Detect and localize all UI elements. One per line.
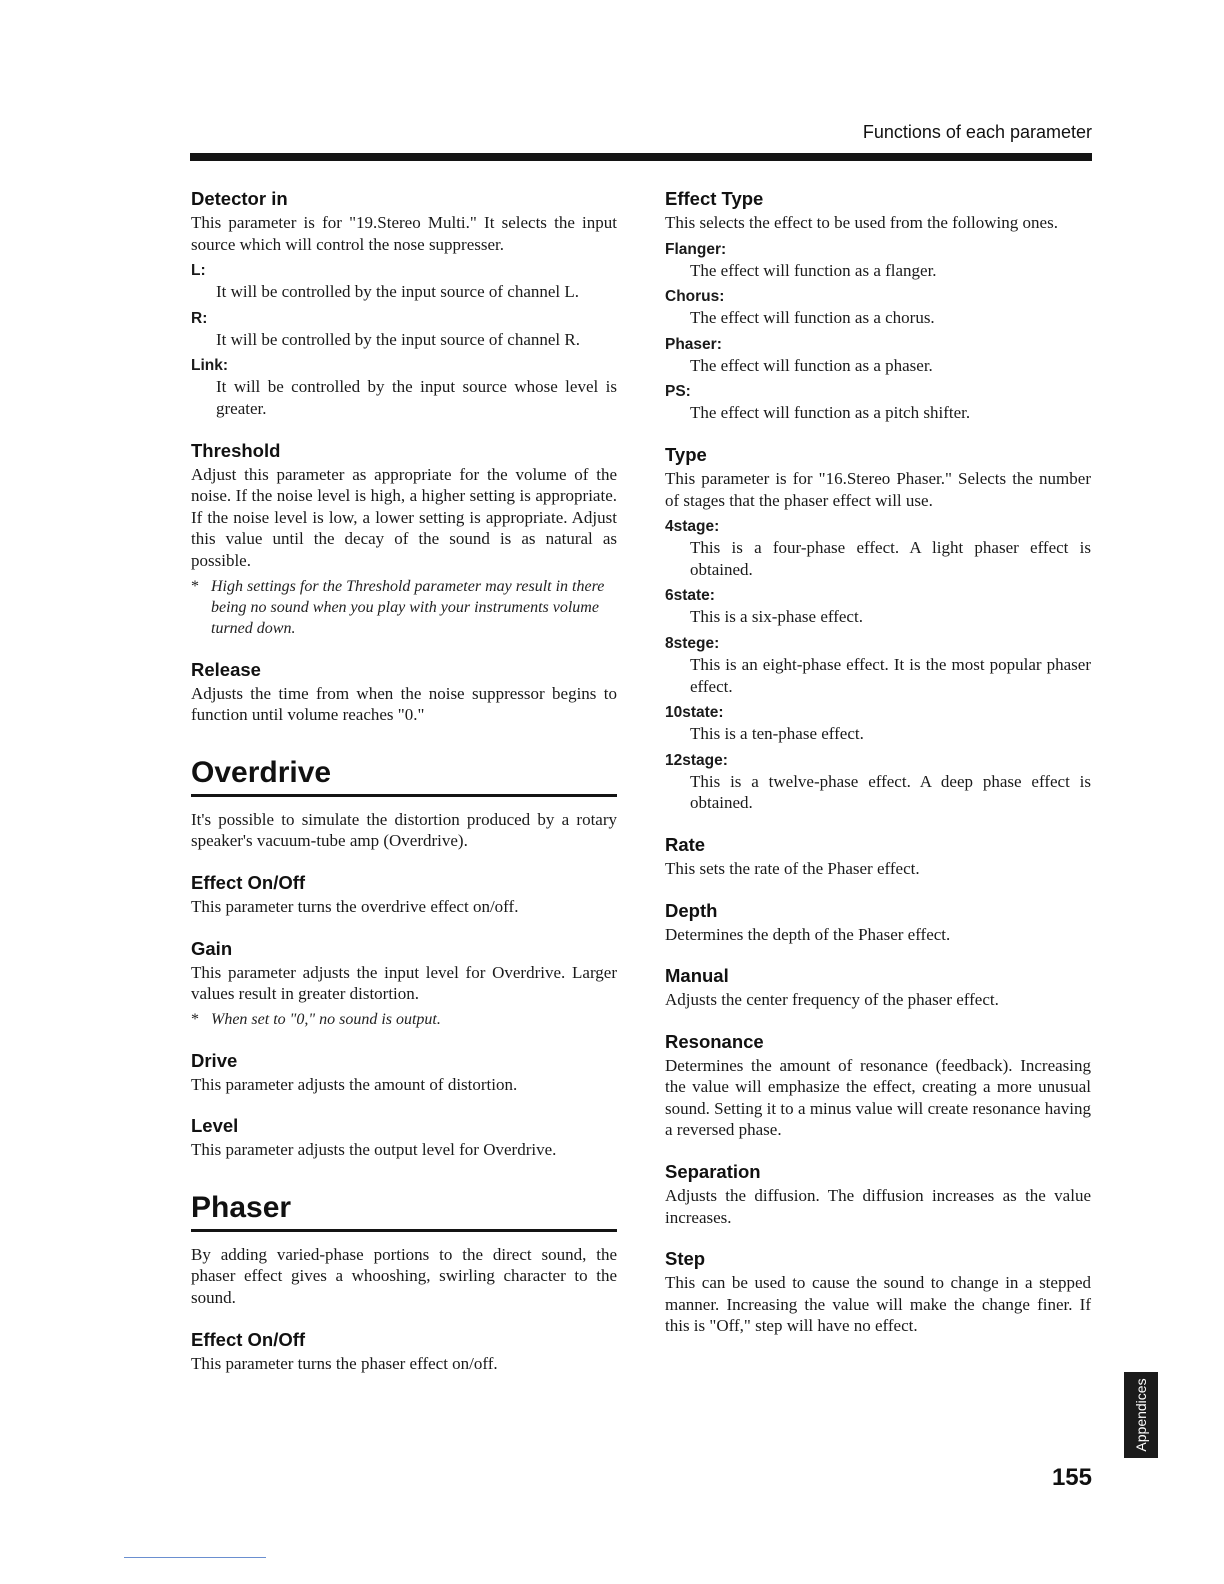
option-desc: The effect will function as a phaser.: [690, 355, 933, 375]
section-heading: Effect On/Off: [191, 1328, 306, 1350]
section-heading: Depth: [665, 899, 718, 921]
effect-type-section: [665, 186, 1091, 424]
chapter-heading: Overdrive: [191, 755, 332, 789]
option-desc: This is an eight-phase effect. It is the most popular phaser effect.: [690, 654, 1091, 696]
page-number: 155: [1051, 1464, 1092, 1491]
heading-rule: [191, 794, 617, 797]
overdrive-section: [191, 754, 617, 1161]
type-section: [665, 442, 1091, 814]
section-body: This sets the rate of the Phaser effect.: [665, 858, 920, 878]
manual-section: [665, 963, 1091, 1011]
option-label: Link:: [191, 357, 229, 375]
footer-rule: [124, 1557, 266, 1558]
appendices-tab-label: Appendices: [1133, 1378, 1149, 1452]
option-label: 6state:: [665, 587, 715, 605]
note-text: High settings for the Threshold parameter may result in there being no sound when you play with your instruments volume turned down.: [211, 577, 605, 637]
depth-section: [665, 898, 1091, 946]
section-body: This parameter turns the overdrive effect on/off.: [191, 896, 519, 916]
note-marker: *: [191, 1010, 199, 1028]
right-column: [665, 186, 1091, 1337]
section-heading: Drive: [191, 1049, 238, 1071]
section-heading: Separation: [665, 1161, 761, 1183]
section-body: Adjusts the center frequency of the phaser effect.: [665, 990, 999, 1010]
section-heading: Manual: [665, 965, 729, 987]
option-desc: It will be controlled by the input source of channel R.: [216, 329, 580, 349]
header-rule: [190, 153, 1092, 161]
option-label: Phaser:: [665, 335, 722, 353]
running-header: Functions of each parameter: [862, 122, 1092, 142]
section-heading: Gain: [191, 937, 233, 959]
section-heading: Effect On/Off: [191, 871, 306, 893]
section-body: Adjusts the time from when the noise suppressor begins to function until volume reaches "0.": [191, 683, 617, 725]
phaser-section: [191, 1189, 617, 1374]
option-label: 12stage:: [665, 751, 728, 769]
option-desc: It will be controlled by the input source of channel L.: [216, 282, 580, 302]
note-text: When set to "0," no sound is output.: [211, 1010, 441, 1028]
chapter-heading: Phaser: [191, 1190, 292, 1224]
section-intro: It's possible to simulate the distortion produced by a rotary speaker's vacuum-tube amp (Overdrive).: [191, 809, 617, 851]
section-heading: Threshold: [191, 439, 281, 461]
detector-in-section: [191, 186, 617, 420]
resonance-section: [665, 1029, 1091, 1141]
separation-section: [665, 1159, 1091, 1228]
section-body: Determines the amount of resonance (feedback). Increasing the value will emphasize the effect, creating a more unusual sound. Setting it to a minus value will create resonance having a reversed phase.: [665, 1055, 1091, 1140]
appendices-tab: [1124, 1372, 1158, 1458]
release-section: [191, 657, 617, 726]
option-label: 4stage:: [665, 518, 720, 536]
section-heading: Type: [665, 443, 707, 465]
step-section: [665, 1246, 1091, 1337]
section-body: This parameter is for "16.Stereo Phaser." Selects the number of stages that the phaser effect will use.: [665, 468, 1091, 510]
section-body: Adjusts the diffusion. The diffusion increases as the value increases.: [665, 1186, 1091, 1227]
option-desc: This is a four-phase effect. A light phaser effect is obtained.: [690, 538, 1091, 579]
section-heading: Release: [191, 658, 261, 680]
section-heading: Rate: [665, 833, 706, 855]
note: [191, 1009, 617, 1030]
section-heading: Level: [191, 1115, 239, 1137]
option-label: L:: [191, 262, 206, 280]
section-body: This parameter adjusts the output level for Overdrive.: [191, 1140, 557, 1160]
option-label: Chorus:: [665, 288, 725, 306]
section-body: This parameter adjusts the input level for Overdrive. Larger values result in greater distortion.: [191, 962, 617, 1004]
option-label: PS:: [665, 383, 691, 401]
option-label: Flanger:: [665, 240, 727, 258]
section-intro: By adding varied-phase portions to the direct sound, the phaser effect gives a whooshing, swirling character to the sound.: [191, 1244, 617, 1308]
option-desc: The effect will function as a flanger.: [690, 260, 937, 280]
option-desc: The effect will function as a chorus.: [690, 308, 935, 328]
section-heading: Step: [665, 1248, 706, 1270]
note: [191, 576, 617, 639]
section-heading: Resonance: [665, 1030, 764, 1052]
section-body: This parameter is for "19.Stereo Multi." It selects the input source which will control the nose suppresser.: [191, 213, 617, 254]
section-body: This parameter turns the phaser effect on/off.: [191, 1353, 498, 1373]
option-desc: This is a ten-phase effect.: [690, 724, 864, 744]
section-body: This selects the effect to be used from the following ones.: [665, 213, 1058, 232]
section-body: Determines the depth of the Phaser effect.: [665, 924, 951, 944]
option-desc: The effect will function as a pitch shifter.: [690, 403, 971, 423]
option-label: 10state:: [665, 704, 724, 722]
option-desc: It will be controlled by the input source whose level is greater.: [216, 377, 617, 418]
section-body: This parameter adjusts the amount of distortion.: [191, 1074, 518, 1094]
left-column: [191, 186, 617, 1374]
section-heading: Detector in: [191, 188, 288, 209]
section-body: Adjust this parameter as appropriate for the volume of the noise. If the noise level is high, a higher setting is appropriate. If the noise level is low, a lower setting is appropriate. Adjust this value until the decay of the sound is as natural as possible.: [191, 464, 617, 570]
heading-rule: [191, 1229, 617, 1232]
note-marker: *: [191, 577, 199, 595]
section-heading: Effect Type: [665, 188, 764, 209]
option-label: R:: [191, 309, 208, 327]
section-body: This can be used to cause the sound to change in a stepped manner. Increasing the value will make the change finer. If this is "Off," step will have no effect.: [665, 1273, 1091, 1336]
option-desc: This is a six-phase effect.: [690, 607, 863, 627]
threshold-section: [191, 438, 617, 639]
rate-section: [665, 832, 1091, 880]
option-desc: This is a twelve-phase effect. A deep phase effect is obtained.: [690, 771, 1091, 813]
option-label: 8stege:: [665, 634, 720, 652]
